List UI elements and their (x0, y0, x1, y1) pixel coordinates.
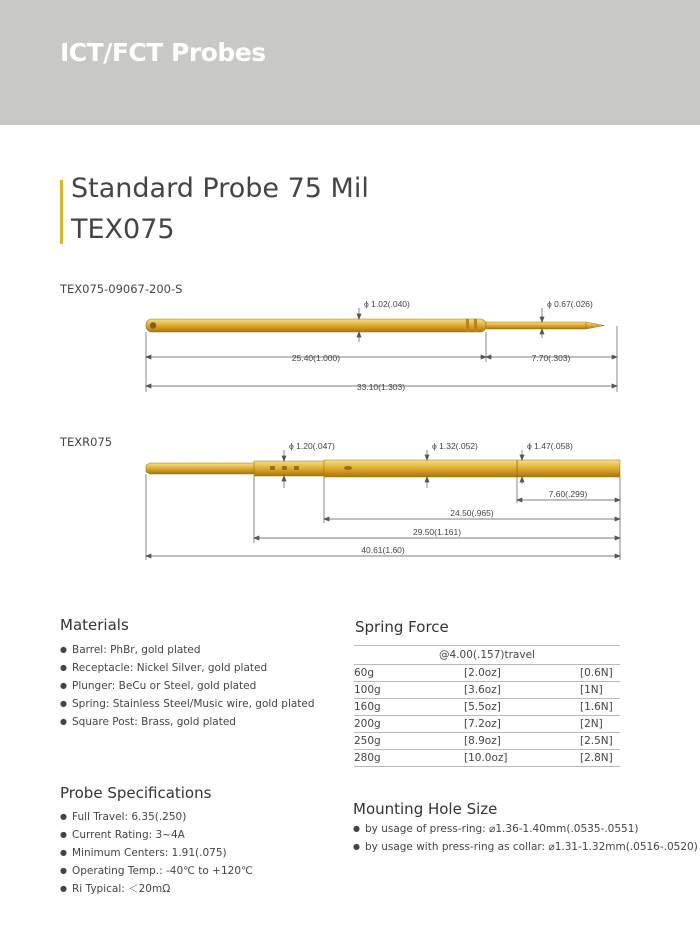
probe2-body (146, 460, 620, 477)
list-item: ● Full Travel: 6.35(.250) (60, 808, 253, 826)
table-cell: 100g (354, 682, 464, 699)
table-cell: [2.8N] (580, 750, 620, 767)
table-cell: [1.6N] (580, 699, 620, 716)
mounting-heading: Mounting Hole Size (353, 800, 498, 818)
table-cell: 250g (354, 733, 464, 750)
table-cell: [1N] (580, 682, 620, 699)
table-cell: [0.6N] (580, 665, 620, 682)
probe2-dim-length-2: 24.50(.965) (450, 508, 494, 518)
probe2-dim-diameter-2: ϕ 1.32(.052) (432, 441, 478, 451)
list-item: ● Plunger: BeCu or Steel, gold plated (60, 677, 315, 695)
probe1-dim-plunger-length: 7.70(.303) (531, 353, 571, 363)
list-item: ● Square Post: Brass, gold plated (60, 713, 315, 731)
table-row (354, 699, 620, 716)
probe1-dim-total-length: 33.10(1.303) (356, 382, 406, 392)
table-row (354, 733, 620, 750)
spring-force-table (354, 645, 620, 767)
probe1-drawing (0, 290, 700, 400)
banner-title: ICT/FCT Probes (60, 38, 266, 67)
list-item: ● Barrel: PhBr, gold plated (60, 641, 315, 659)
probe2-dim-diameter-3: ϕ 1.47(.058) (527, 441, 573, 451)
table-cell: 60g (354, 665, 464, 682)
probe2-part-number: TEXR075 (60, 435, 113, 449)
probe-specs-heading: Probe Specifications (60, 784, 212, 802)
probe2-dim-length-3: 29.50(1.161) (412, 527, 462, 537)
table-row (354, 716, 620, 733)
list-item: ● Ri Typical: ＜20mΩ (60, 880, 253, 898)
table-row (354, 665, 620, 682)
header-banner (0, 0, 700, 125)
probe1-dim-barrel-length: 25.40(1.000) (291, 353, 341, 363)
table-cell: [2N] (580, 716, 620, 733)
list-item: ● by usage of press-ring: ⌀1.36-1.40mm(.0535-.0551) (353, 820, 698, 838)
probe1-dim-barrel-diameter: ϕ 1.02(.040) (364, 299, 410, 309)
list-item: ● Minimum Centers: 1.91(.075) (60, 844, 253, 862)
materials-heading: Materials (60, 616, 129, 634)
materials-list (60, 641, 315, 731)
list-item: ● Current Rating: 3~4A (60, 826, 253, 844)
probe1-dim-plunger-diameter: ϕ 0.67(.026) (547, 299, 593, 309)
probe1-part-number: TEX075-09067-200-S (60, 282, 183, 296)
table-cell: 280g (354, 750, 464, 767)
probe2-dim-length-4: 40.61(1.60) (361, 545, 405, 555)
table-cell: [2.5N] (580, 733, 620, 750)
probe1-body (146, 319, 604, 332)
table-cell: 160g (354, 699, 464, 716)
table-cell: [10.0oz] (464, 750, 580, 767)
page-subtitle: TEX075 (71, 214, 175, 245)
spring-force-heading: Spring Force (355, 618, 449, 636)
probe2-dim-diameter-1: ϕ 1.20(.047) (289, 441, 335, 451)
table-cell: [2.0oz] (464, 665, 580, 682)
list-item: ● Spring: Stainless Steel/Music wire, gold plated (60, 695, 315, 713)
list-item: ● by usage with press-ring as collar: ⌀1.31-1.32mm(.0516-.0520) (353, 838, 698, 856)
table-cell: [3.6oz] (464, 682, 580, 699)
table-cell: [8.9oz] (464, 733, 580, 750)
table-cell: 200g (354, 716, 464, 733)
probe2-dim-length-1: 7.60(.299) (548, 489, 588, 499)
mounting-list (353, 820, 698, 856)
probe2-drawing (0, 438, 700, 563)
list-item: ● Operating Temp.: -40℃ to +120℃ (60, 862, 253, 880)
spring-force-travel: @4.00(.157)travel (354, 646, 620, 665)
table-row (354, 682, 620, 699)
table-row (354, 750, 620, 767)
probe-specs-list (60, 808, 253, 898)
table-cell: [7.2oz] (464, 716, 580, 733)
page-title: Standard Probe 75 Mil (71, 173, 369, 204)
list-item: ● Receptacle: Nickel Silver, gold plated (60, 659, 315, 677)
table-cell: [5.5oz] (464, 699, 580, 716)
title-accent-bar (60, 180, 63, 244)
